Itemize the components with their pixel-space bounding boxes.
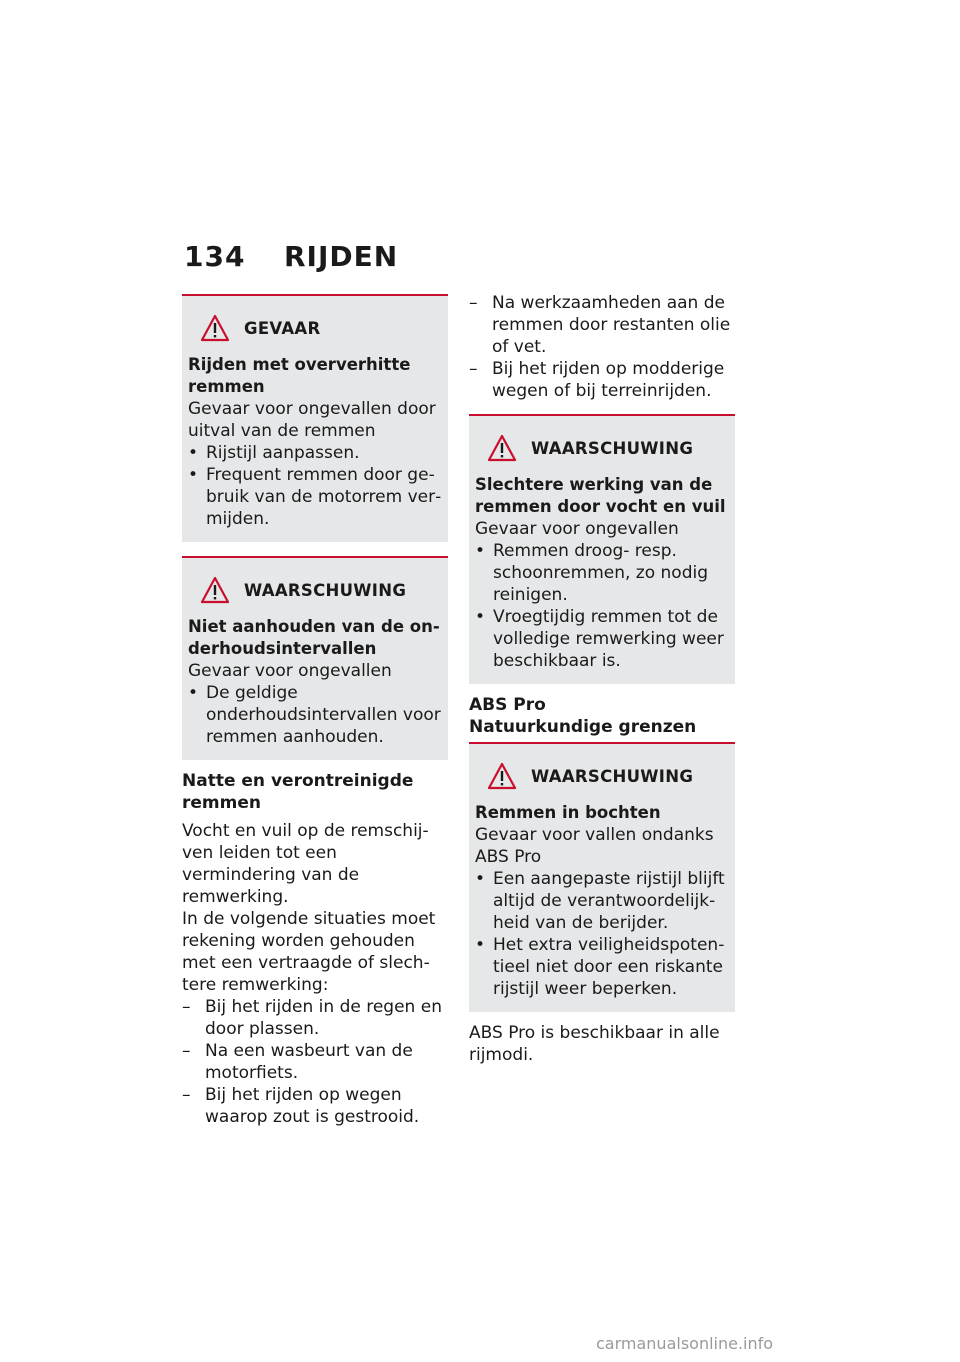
list-item: – Na een wasbeurt van de motorfiets. (182, 1040, 448, 1084)
list-item: • Een aangepaste rijstijl blijft altijd de verantwoordelijkheid van de berijder. (475, 868, 729, 934)
list-item: – Bij het rijden op wegen waarop zout is gestrooid. (182, 1084, 448, 1128)
list-item: • Vroegtijdig remmen tot de volledige remwerking weer beschikbaar is. (475, 606, 729, 672)
warning-box-maintenance (182, 556, 448, 760)
warning-subhead: Slechtere werking van de remmen door vocht en vuil (475, 475, 726, 516)
danger-label: GEVAAR (244, 318, 321, 338)
danger-bullet-list (188, 442, 442, 530)
list-item: • Frequent remmen door gebruik van de motorrem vermijden. (188, 464, 442, 530)
danger-box (182, 294, 448, 542)
warning-subhead: Niet aanhouden van de onderhoudsintervallen (188, 617, 440, 658)
section-heading: ABS Pro (469, 695, 546, 715)
page-number: 134 (184, 240, 246, 273)
warning-bullet-list (475, 868, 729, 1000)
warning-box-title (475, 762, 729, 790)
left-column (182, 294, 448, 1128)
right-column (469, 292, 735, 1066)
warning-label: WAARSCHUWING (531, 766, 694, 786)
warning-triangle-icon (200, 576, 230, 604)
warning-text: Gevaar voor vallen ondanks ABS Pro (475, 825, 714, 867)
warning-triangle-icon (487, 762, 517, 790)
list-item: – Bij het rijden in de regen en door plassen. (182, 996, 448, 1040)
paragraph: Vocht en vuil op de remschijven leiden tot een vermindering van de remwerking. (182, 821, 429, 907)
warning-box-moisture (469, 414, 735, 684)
paragraph: ABS Pro is beschikbaar in alle rijmodi. (469, 1023, 720, 1065)
warning-label: WAARSCHUWING (244, 580, 407, 600)
list-item: • Remmen droog- resp. schoonremmen, zo nodig reinigen. (475, 540, 729, 606)
warning-box-title (188, 576, 442, 604)
section-subheading: Natuurkundige grenzen (469, 717, 697, 737)
warning-triangle-icon (200, 314, 230, 342)
dash-list (469, 292, 735, 402)
warning-subhead: Remmen in bochten (475, 803, 661, 822)
section-heading: Natte en verontreinigde remmen (182, 771, 414, 813)
danger-subhead: Rijden met oververhitte remmen (188, 355, 411, 396)
danger-box-title (188, 314, 442, 342)
list-item: • De geldige onderhoudsintervallen voor remmen aanhouden. (188, 682, 442, 748)
warning-box-title (475, 434, 729, 462)
dash-list (182, 996, 448, 1128)
page-title: RIJDEN (284, 240, 399, 273)
list-item: • Rijstijl aanpassen. (188, 442, 442, 464)
warning-text: Gevaar voor ongevallen (188, 661, 392, 681)
warning-label: WAARSCHUWING (531, 438, 694, 458)
danger-text: Gevaar voor ongevallen door uitval van de remmen (188, 399, 436, 441)
page-header (184, 240, 398, 273)
warning-text: Gevaar voor ongevallen (475, 519, 679, 539)
warning-bullet-list (188, 682, 442, 748)
list-item: • Het extra veiligheidspotentieel niet door een riskante rijstijl weer beperken. (475, 934, 729, 1000)
paragraph: In de volgende situaties moet rekening worden gehouden met een vertraagde of slechtere remwerking: (182, 909, 436, 995)
list-item: – Bij het rijden op modderige wegen of bij terreinrijden. (469, 358, 735, 402)
warning-bullet-list (475, 540, 729, 672)
list-item: – Na werkzaamheden aan de remmen door restanten olie of vet. (469, 292, 735, 358)
warning-box-curves (469, 742, 735, 1012)
watermark: carmanualsonline.info (596, 1334, 774, 1353)
warning-triangle-icon (487, 434, 517, 462)
